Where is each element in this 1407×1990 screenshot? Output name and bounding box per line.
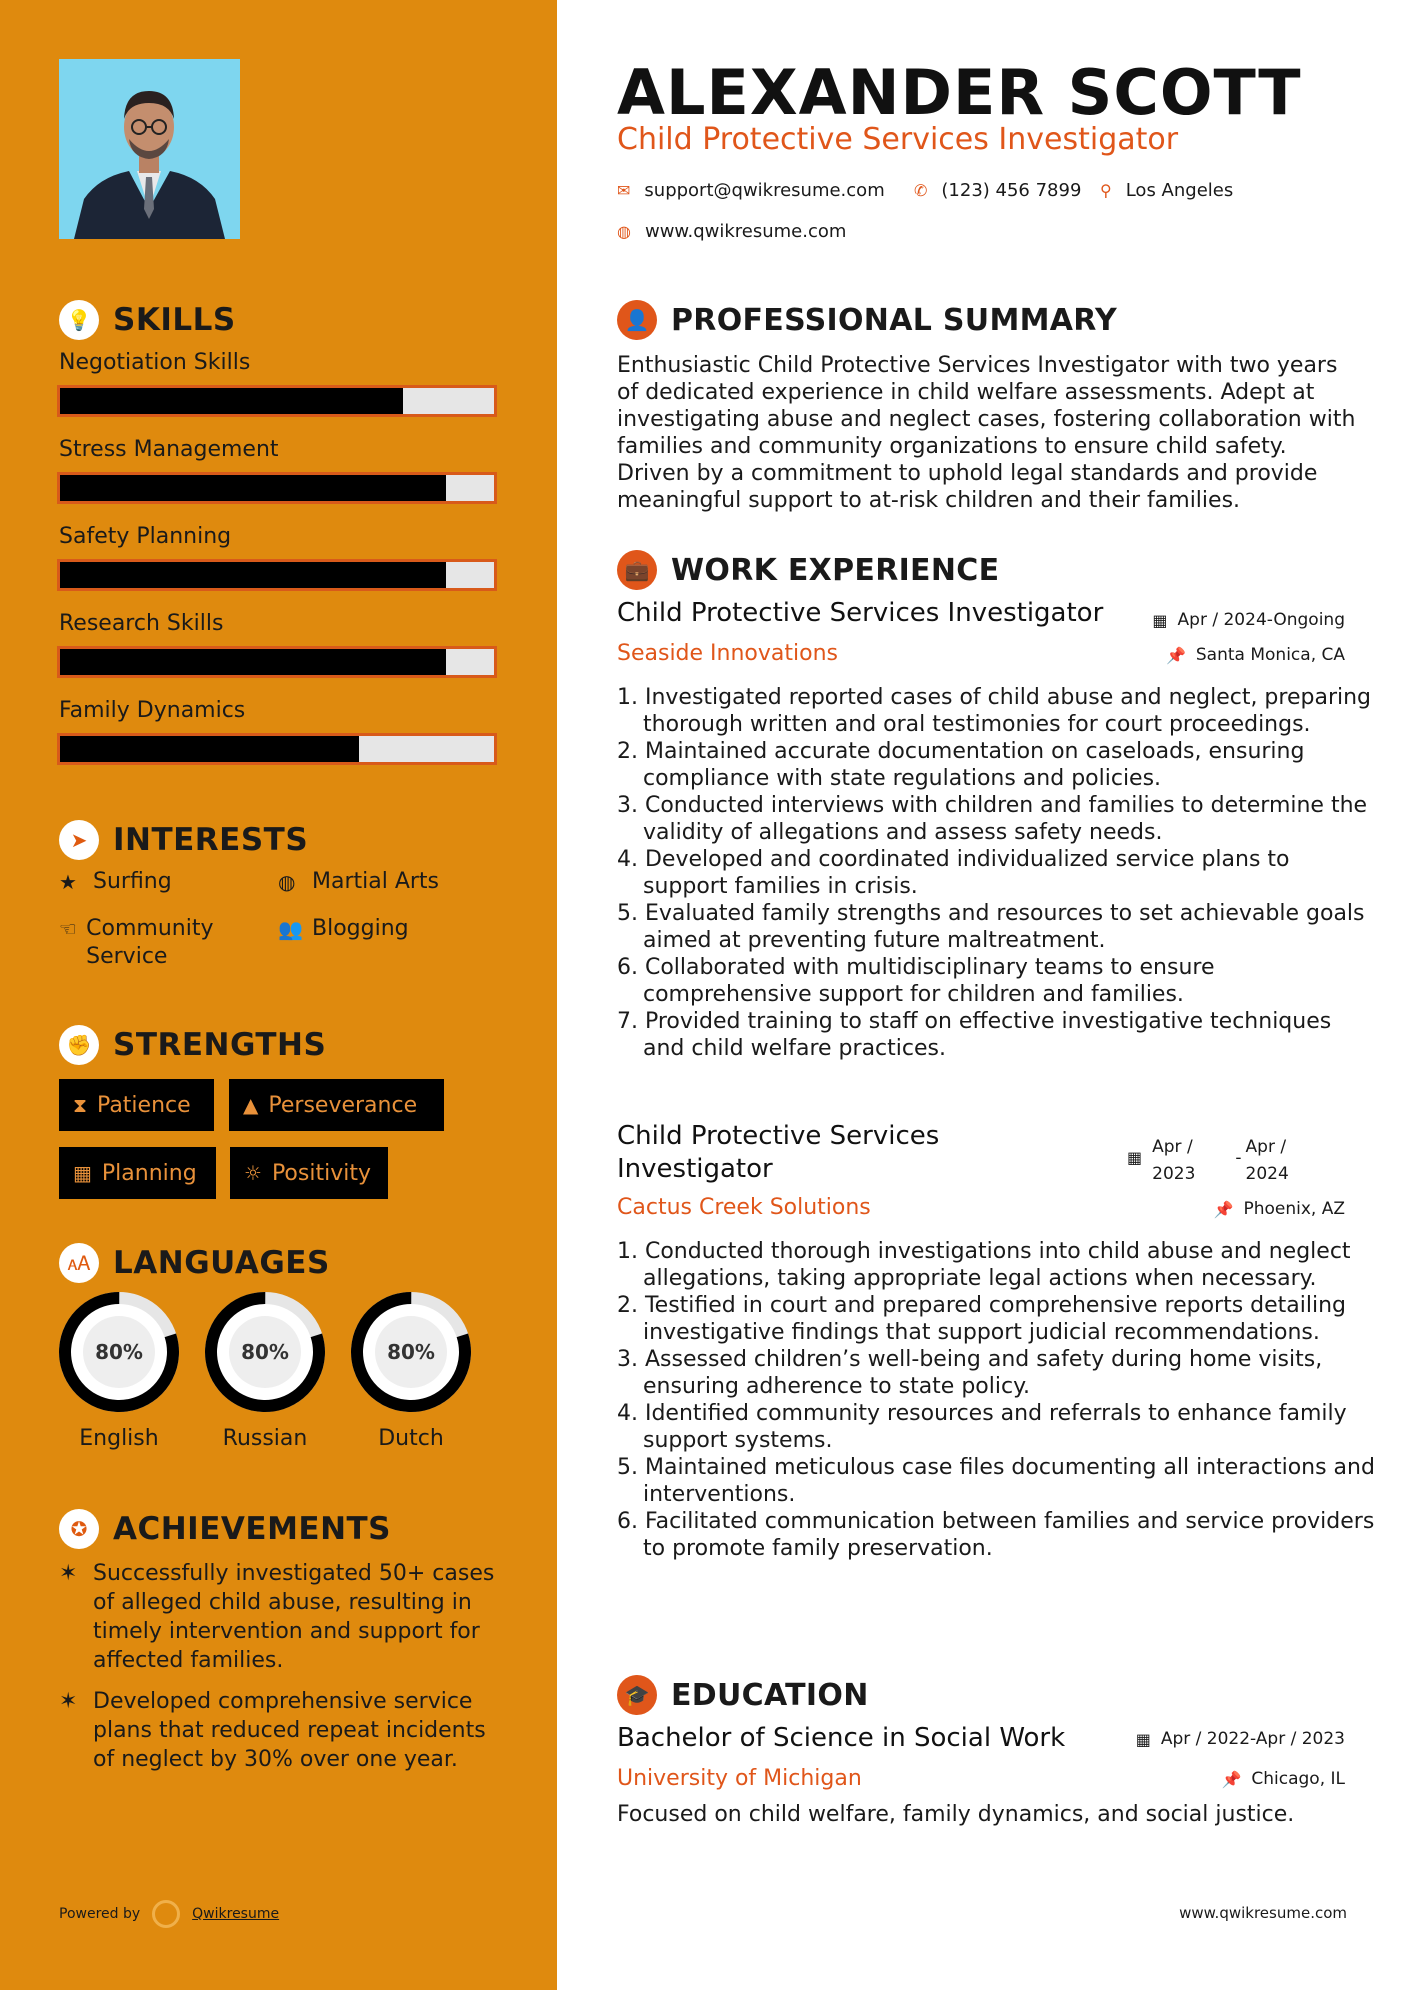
skill-bar (57, 646, 497, 678)
hourglass-icon: ⧗ (73, 1093, 88, 1117)
work-heading: 💼 WORK EXPERIENCE (617, 548, 999, 592)
list-item: 5. Evaluated family strengths and resources to set achievable goals aimed at preventing future maltreatment. (617, 901, 1365, 953)
achievement-item: ✶ Successfully investigated 50+ cases of alleged child abuse, resulting in timely intervention and support for affected families. (59, 1561, 495, 1673)
skills-heading (59, 298, 236, 342)
strength-badge: ☼ Positivity (230, 1147, 388, 1199)
contact-phone: ✆ (123) 456 7899 (914, 180, 1082, 201)
trophy-icon: ✪ (59, 1509, 99, 1549)
star-burst-icon: ✶ (59, 1689, 78, 1714)
star-icon: ★ (59, 870, 77, 894)
calendar-icon: ▦ (1127, 1148, 1143, 1167)
skill-label: Family Dynamics (59, 698, 246, 723)
job-duties (617, 1238, 1377, 1562)
job-title: Child Protective Services Investigator (617, 598, 1104, 628)
fist-icon: ✊ (59, 1025, 99, 1065)
list-item: 1. Investigated reported cases of child abuse and neglect, preparing thorough written and oral testimonies for court proceedings. (617, 685, 1372, 737)
interest-item: 👥 Blogging (278, 916, 409, 941)
summary-heading: 👤 PROFESSIONAL SUMMARY (617, 298, 1117, 342)
main-content (557, 0, 1407, 1990)
skill-bar (57, 472, 497, 504)
achievements-title: ACHIEVEMENTS (113, 1511, 392, 1547)
strength-badge: ⧗ Patience (59, 1079, 214, 1131)
skill-label: Safety Planning (59, 524, 232, 549)
interests-title: INTERESTS (113, 822, 309, 858)
skill-bar (57, 385, 497, 417)
job-title: Child Protective Services Investigator (617, 1121, 940, 1184)
profile-photo (59, 59, 240, 239)
interest-item: ☜ Community Service (59, 916, 214, 969)
job-date: ▦ Apr / 2024-Ongoing (1152, 610, 1345, 630)
skill-bar-fill (60, 388, 403, 414)
skill-bar (57, 559, 497, 591)
job-duties (617, 684, 1377, 1062)
language-name: English (79, 1426, 159, 1451)
pushpin-icon: 📌 (1165, 645, 1186, 665)
skills-title: SKILLS (113, 302, 236, 338)
pushpin-icon: 📌 (1213, 1199, 1234, 1219)
contact-location: ⚲ Los Angeles (1100, 180, 1234, 201)
skill-label: Stress Management (59, 437, 279, 462)
lightbulb-icon: 💡 (59, 300, 99, 340)
languages-title: LANGUAGES (113, 1245, 330, 1281)
achievement-item: ✶ Developed comprehensive service plans that reduced repeat incidents of neglect by 30% over one year. (59, 1689, 486, 1772)
road-icon: ▲ (243, 1093, 259, 1117)
strengths-title: STRENGTHS (113, 1027, 327, 1063)
list-item: 6. Collaborated with multidisciplinary teams to ensure comprehensive support for children and families. (617, 955, 1215, 1007)
star-burst-icon: ✶ (59, 1561, 78, 1586)
degree-title: Bachelor of Science in Social Work (617, 1723, 1066, 1753)
education-description: Focused on child welfare, family dynamics, and social justice. (617, 1802, 1295, 1827)
skill-bar-fill (60, 562, 446, 588)
skill-label: Negotiation Skills (59, 350, 251, 375)
skill-label: Research Skills (59, 611, 224, 636)
skill-bar-fill (60, 649, 446, 675)
skill-bar-fill (60, 736, 359, 762)
job-location: 📌 Phoenix, AZ (1213, 1199, 1345, 1219)
education-date: ▦ Apr / 2022-Apr / 2023 (1135, 1729, 1345, 1749)
qwikresume-logo-icon (152, 1900, 180, 1928)
school-name: University of Michigan (617, 1766, 862, 1791)
interests-heading (59, 818, 308, 862)
list-item: 5. Maintained meticulous case files documenting all interactions and interventions. (617, 1455, 1375, 1507)
list-item: 3. Conducted interviews with children and families to determine the validity of allegations and assess safety needs. (617, 793, 1368, 845)
envelope-icon: ✉ (617, 181, 631, 200)
users-icon: 👥 (278, 917, 303, 941)
list-item: 2. Testified in court and prepared comprehensive reports detailing investigative findings that support judicial recommendations. (617, 1293, 1347, 1345)
contact-website[interactable]: ◍ www.qwikresume.com (617, 221, 847, 242)
powered-by: Powered by Qwikresume (59, 1900, 279, 1928)
skill-bar (57, 733, 497, 765)
list-item: 2. Maintained accurate documentation on caseloads, ensuring compliance with state regulations and policies. (617, 739, 1305, 791)
list-item: 6. Facilitated communication between families and service providers to promote family preservation. (617, 1509, 1375, 1561)
globe-icon: ◍ (278, 870, 296, 894)
education-location: 📌 Chicago, IL (1221, 1769, 1345, 1789)
language-percent: 80% (95, 1340, 143, 1364)
candidate-title: Child Protective Services Investigator (617, 122, 1179, 157)
language-item (349, 1290, 473, 1451)
language-percent: 80% (241, 1340, 289, 1364)
strength-badge: ▦ Planning (59, 1147, 216, 1199)
map-pin-icon: ⚲ (1100, 181, 1112, 200)
contact-email[interactable]: ✉ support@qwikresume.com (617, 180, 885, 201)
candidate-name: ALEXANDER SCOTT (617, 56, 1302, 129)
briefcase-icon: 💼 (617, 550, 657, 590)
paper-plane-icon: ➤ (59, 820, 99, 860)
language-item (57, 1290, 181, 1451)
strength-badge: ▲ Perseverance (229, 1079, 444, 1131)
job-location: 📌 Santa Monica, CA (1165, 645, 1345, 665)
globe-icon: ◍ (617, 222, 631, 241)
footer-website[interactable]: www.qwikresume.com (1179, 1904, 1347, 1922)
languages-heading (59, 1241, 330, 1285)
job-date: ▦ Apr / 2023 - Apr / 2024 (1127, 1137, 1289, 1184)
calendar-icon: ▦ (73, 1161, 92, 1185)
language-percent: 80% (387, 1340, 435, 1364)
list-item: 7. Provided training to staff on effective investigative techniques and child welfare practices. (617, 1009, 1332, 1061)
list-item: 4. Identified community resources and referrals to enhance family support systems. (617, 1401, 1347, 1453)
calendar-icon: ▦ (1152, 610, 1168, 630)
language-item (203, 1290, 327, 1451)
summary-text: Enthusiastic Child Protective Services Investigator with two years of dedicated experience in child welfare assessments. Adept at investigating abuse and neglect cases, fostering collaboration with families and community organizations to ensure child safety. Driven by a commitment to uphold legal standards and provide meaningful support to at-risk children and their families. (617, 353, 1356, 513)
interest-item: ★ Surfing (59, 869, 172, 894)
achievements-heading (59, 1507, 391, 1551)
pushpin-icon: 📌 (1221, 1769, 1242, 1789)
company-name: Seaside Innovations (617, 641, 838, 666)
list-item: 3. Assessed children’s well-being and safety during home visits, ensuring adherence to state policy. (617, 1347, 1323, 1399)
list-item: 4. Developed and coordinated individualized service plans to support families in crisis. (617, 847, 1290, 899)
hand-icon: ☜ (59, 917, 77, 941)
skill-bar-fill (60, 475, 446, 501)
strengths-heading (59, 1023, 326, 1067)
sidebar (0, 0, 557, 1990)
graduate-icon: 🎓 (617, 1675, 657, 1715)
language-name: Dutch (378, 1426, 444, 1451)
education-heading: 🎓 EDUCATION (617, 1673, 869, 1717)
person-portrait-icon (59, 59, 240, 239)
language-icon: 🗚 (59, 1243, 99, 1283)
company-name: Cactus Creek Solutions (617, 1195, 871, 1220)
interest-item: ◍ Martial Arts (278, 869, 440, 894)
phone-icon: ✆ (914, 181, 928, 200)
list-item: 1. Conducted thorough investigations into child abuse and neglect allegations, taking appropriate legal actions when necessary. (617, 1239, 1351, 1291)
language-name: Russian (222, 1426, 308, 1451)
qwikresume-link[interactable]: Qwikresume (192, 1906, 280, 1922)
user-icon: 👤 (617, 300, 657, 340)
calendar-icon: ▦ (1135, 1729, 1151, 1749)
sun-icon: ☼ (244, 1161, 262, 1185)
